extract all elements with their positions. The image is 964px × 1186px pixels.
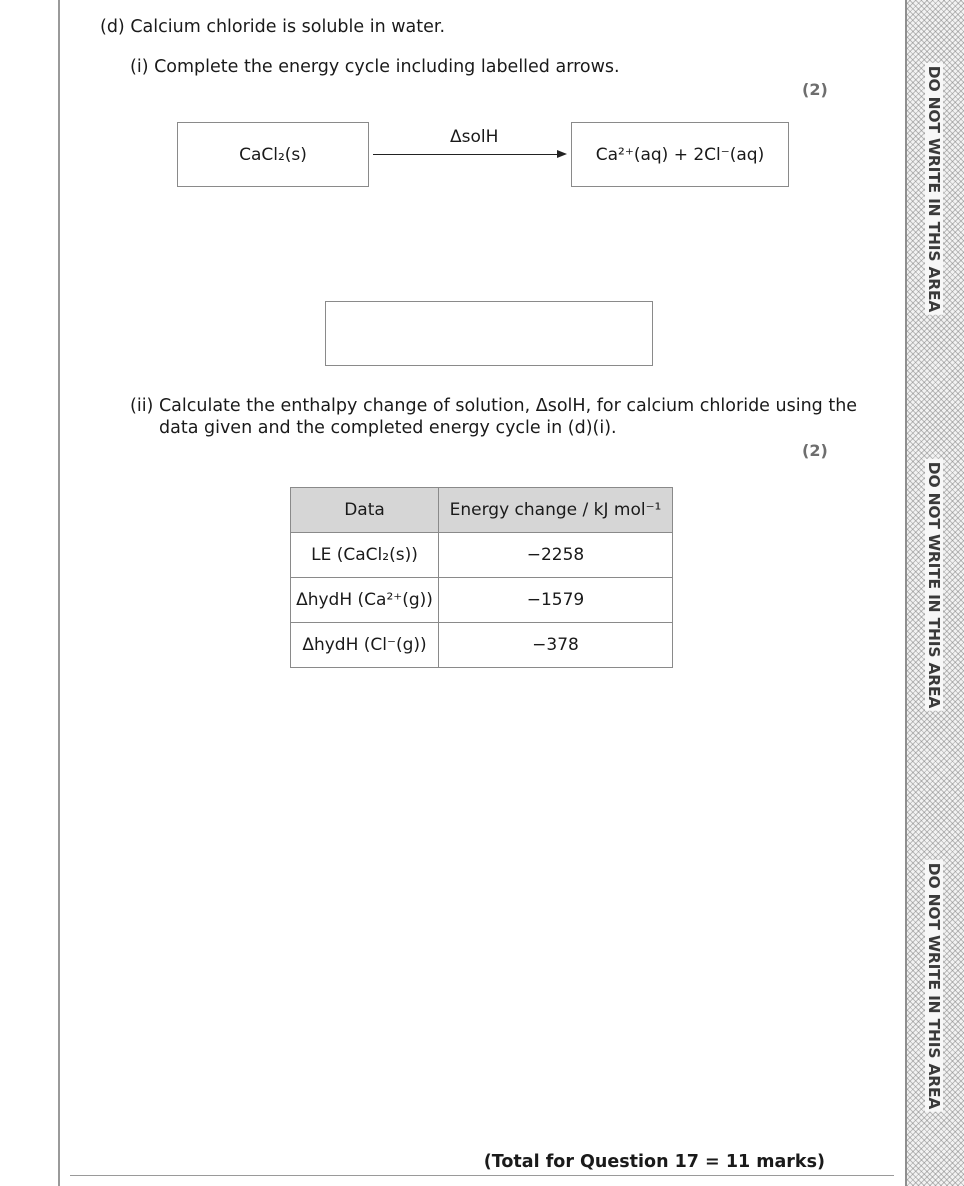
table-header: Data: [291, 488, 439, 533]
table-row: [291, 533, 673, 578]
part-i-marks: (2): [802, 80, 828, 99]
table-header: Energy change / kJ mol⁻¹: [439, 488, 673, 533]
enthalpy-arrow: [373, 154, 559, 155]
part-d-text: (d) Calcium chloride is soluble in water.: [100, 17, 446, 37]
do-not-write-label-bottom: DO NOT WRITE IN THIS AREA: [925, 860, 943, 1112]
bottom-rule: [70, 1175, 894, 1176]
table-cell: −2258: [439, 533, 673, 578]
table-header-row: [291, 488, 673, 533]
table-row: [291, 578, 673, 623]
table-cell: −1579: [439, 578, 673, 623]
table-cell: LE (CaCl₂(s)): [291, 533, 439, 578]
products-box: Ca²⁺(aq) + 2Cl⁻(aq): [571, 122, 789, 187]
table-row: [291, 623, 673, 668]
data-table: [290, 487, 673, 668]
question-total-marks: (Total for Question 17 = 11 marks): [483, 1152, 825, 1172]
answer-box[interactable]: [325, 301, 653, 366]
do-not-write-label-top: DO NOT WRITE IN THIS AREA: [925, 63, 943, 315]
table-cell: ΔhydH (Ca²⁺(g)): [291, 578, 439, 623]
part-ii-text-line1: (ii) Calculate the enthalpy change of solution, ΔsolH, for calcium chloride using the: [130, 396, 858, 416]
part-i-text: (i) Complete the energy cycle including labelled arrows.: [130, 57, 620, 77]
part-ii-text-line2: data given and the completed energy cycle in (d)(i).: [159, 418, 617, 438]
arrow-label: ΔsolH: [450, 127, 499, 147]
left-margin-rule: [58, 0, 60, 1186]
do-not-write-label-middle: DO NOT WRITE IN THIS AREA: [925, 459, 943, 711]
arrow-head-icon: [557, 150, 567, 158]
table-cell: ΔhydH (Cl⁻(g)): [291, 623, 439, 668]
reactant-box: CaCl₂(s): [177, 122, 369, 187]
part-ii-marks: (2): [802, 441, 828, 460]
table-cell: −378: [439, 623, 673, 668]
